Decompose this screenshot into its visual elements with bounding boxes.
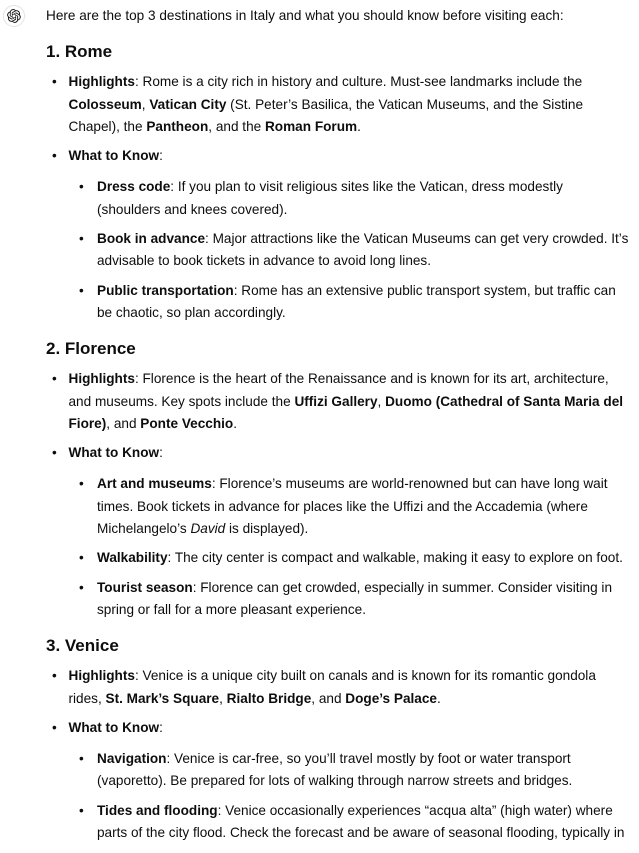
text-run: (vaporetto). Be prepared for lots of walking through narrow streets and bridges. xyxy=(97,773,573,789)
text-run: Michelangelo’s xyxy=(97,521,191,537)
text-run: , xyxy=(377,393,386,409)
text-run: advisable to book tickets in advance to avoid long lines. xyxy=(97,253,432,269)
text-line xyxy=(97,770,615,792)
text-run: Highlights xyxy=(68,74,135,90)
bullet-list xyxy=(46,665,625,844)
text-run: David xyxy=(190,521,226,537)
text-run: : xyxy=(159,445,163,461)
text-run: spring or fall for a more pleasant experience. xyxy=(97,601,366,617)
text-run: , and xyxy=(311,690,346,706)
section-heading: 3. Venice xyxy=(46,636,119,656)
sub-list-item xyxy=(97,748,615,793)
text-run: be chaotic, so plan accordingly. xyxy=(97,304,286,320)
text-run: : Rome is a city rich in history and culture. Must-see landmarks include the xyxy=(134,74,583,90)
text-run: St. Mark’s Square xyxy=(105,690,220,706)
text-line xyxy=(97,547,623,569)
text-line xyxy=(97,599,615,621)
text-run: : Major attractions like the Vatican Museums can get very crowded. It’s xyxy=(205,231,629,247)
list-item xyxy=(68,368,624,435)
text-run: . xyxy=(436,690,441,706)
text-run: : Florence can get crowded, especially in summer. Consider visiting in xyxy=(192,579,613,595)
text-run: : Florence’s museums are world-renowned but can have long wait xyxy=(211,476,608,492)
text-run: , xyxy=(141,96,150,112)
text-run: rides, xyxy=(68,690,106,706)
text-line xyxy=(97,748,615,770)
message-content xyxy=(46,5,629,844)
sub-list-item xyxy=(97,473,615,540)
text-run: Ponte Vecchio xyxy=(140,415,234,431)
text-line xyxy=(97,822,625,844)
text-run: Highlights xyxy=(68,371,135,387)
text-run: , xyxy=(219,690,227,706)
text-line xyxy=(97,518,615,540)
text-line xyxy=(97,577,615,599)
section-heading: 2. Florence xyxy=(46,339,136,359)
text-run: Art and museums xyxy=(97,476,212,492)
intro-paragraph: Here are the top 3 destinations in Italy and what you should know before visiting each: xyxy=(46,8,564,23)
text-line xyxy=(97,473,615,495)
bullet-list xyxy=(46,368,624,621)
text-run: Uffizi Gallery xyxy=(294,393,378,409)
text-run: Highlights xyxy=(68,668,135,684)
text-run: Rialto Bridge xyxy=(226,690,312,706)
sub-list-item xyxy=(97,176,615,221)
sub-list-item xyxy=(97,800,625,845)
text-line xyxy=(69,717,616,739)
list-item xyxy=(68,717,625,844)
text-run: parts of the city flood. Check the forecast and be aware of seasonal flooding, typically in xyxy=(97,825,625,841)
text-run: Public transportation xyxy=(97,282,234,298)
text-run: is displayed). xyxy=(225,521,309,537)
openai-logo-icon xyxy=(7,9,21,23)
text-line xyxy=(69,413,616,435)
text-line xyxy=(69,688,616,710)
text-run: : Venice occasionally experiences “acqua alta” (high water) where xyxy=(217,802,613,818)
list-item xyxy=(68,442,623,621)
text-run: (St. Peter’s Basilica, the Vatican Museums, and the Sistine xyxy=(226,96,584,112)
sub-bullet-list xyxy=(69,748,625,844)
text-line xyxy=(97,302,615,324)
text-run: Duomo (Cathedral of Santa Maria del xyxy=(385,393,624,409)
text-run: . xyxy=(357,118,361,134)
text-line xyxy=(69,145,616,167)
sub-list-item xyxy=(97,577,615,622)
text-line xyxy=(69,116,616,138)
text-run: Book in advance xyxy=(97,231,206,247)
text-line xyxy=(97,496,615,518)
text-line xyxy=(69,94,616,116)
list-item xyxy=(68,145,629,324)
text-run: What to Know xyxy=(68,445,160,461)
text-run: : xyxy=(159,719,163,735)
text-line xyxy=(69,442,616,464)
text-run: Dress code xyxy=(97,179,171,195)
text-line xyxy=(68,391,624,413)
sub-list-item xyxy=(97,228,629,273)
text-run: Tourist season xyxy=(97,579,193,595)
text-run: times. Book tickets in advance for places like the Uffizi and the Accademia (where xyxy=(97,498,588,514)
text-run: , and xyxy=(106,415,141,431)
text-run: Chapel), the xyxy=(68,118,147,134)
text-line xyxy=(97,176,615,198)
text-run: Colosseum xyxy=(68,96,142,112)
text-line xyxy=(69,368,616,390)
text-run: Tides and flooding xyxy=(97,802,218,818)
section-heading: 1. Rome xyxy=(46,42,113,62)
text-run: Doge’s Palace xyxy=(345,690,437,706)
list-item xyxy=(69,71,616,138)
text-run: and museums. Key spots include the xyxy=(68,393,295,409)
text-line xyxy=(69,71,616,93)
text-run: : Venice is car-free, so you’ll travel mostly by foot or water transport xyxy=(166,751,571,767)
text-run: : If you plan to visit religious sites like the Vatican, dress modestly xyxy=(170,179,563,195)
text-line xyxy=(97,199,615,221)
text-run: Navigation xyxy=(97,751,167,767)
text-run: Fiore) xyxy=(68,415,107,431)
text-line xyxy=(97,280,615,302)
sub-bullet-list xyxy=(69,176,629,324)
bullet-list xyxy=(46,71,629,324)
text-run: Vatican City xyxy=(149,96,227,112)
text-run: : xyxy=(159,148,163,164)
sub-list-item xyxy=(97,280,615,325)
text-run: . xyxy=(233,415,237,431)
text-line xyxy=(97,250,615,272)
list-item xyxy=(69,665,616,710)
text-run: Pantheon xyxy=(146,118,209,134)
sub-bullet-list xyxy=(69,473,623,621)
text-line xyxy=(97,228,629,250)
text-run: (shoulders and knees covered). xyxy=(97,201,288,217)
text-line xyxy=(69,665,616,687)
text-run: What to Know xyxy=(68,148,160,164)
text-run: : The city center is compact and walkable, making it easy to explore on foot. xyxy=(167,550,623,566)
text-run: Walkability xyxy=(97,550,168,566)
text-run: Roman Forum xyxy=(264,118,358,134)
sub-list-item xyxy=(97,547,623,569)
text-run: : Florence is the heart of the Renaissance and is known for its art, architecture, xyxy=(134,371,609,387)
text-line xyxy=(97,800,615,822)
text-run: , and the xyxy=(208,118,265,134)
text-run: : Venice is a unique city built on canals and is known for its romantic gondola xyxy=(134,668,596,684)
text-run: : Rome has an extensive public transport system, but traffic can xyxy=(233,282,616,298)
text-run: What to Know xyxy=(68,719,160,735)
assistant-avatar xyxy=(3,5,25,27)
